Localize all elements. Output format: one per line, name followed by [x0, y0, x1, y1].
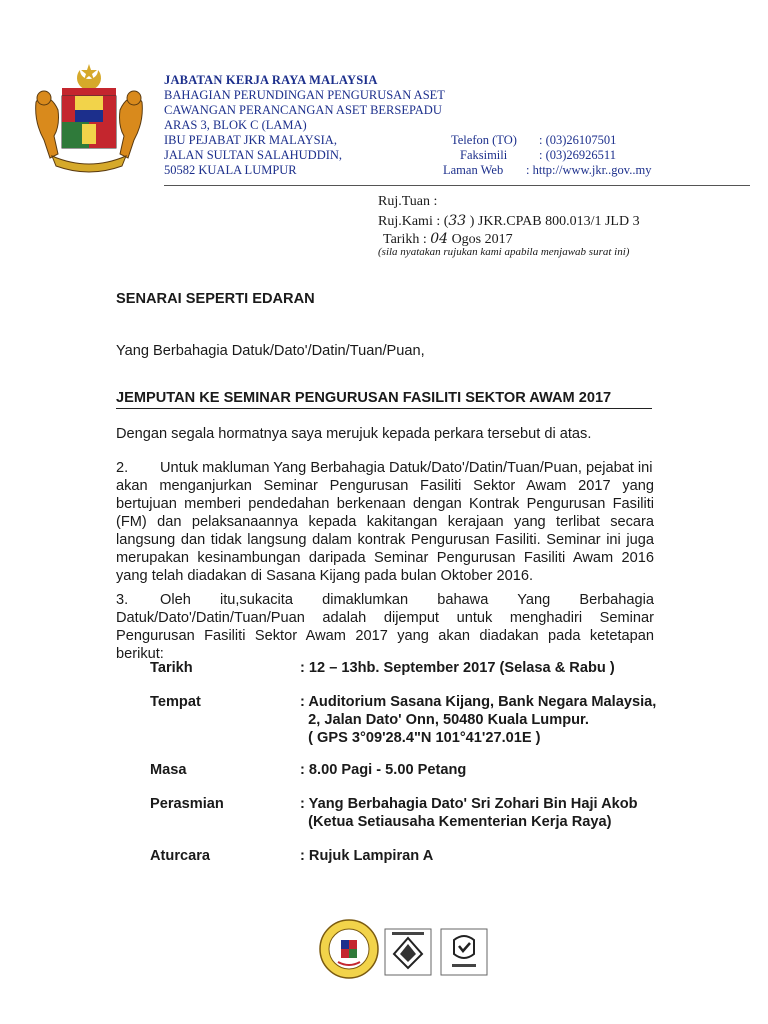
website-value[interactable]: : http://www.jkr..gov..my: [526, 163, 652, 177]
reference-note: (sila nyatakan rujukan kami apabila menjawab surat ini): [378, 246, 630, 258]
phone-value: : (03)26107501: [539, 133, 617, 147]
detail-label: Tempat: [150, 694, 201, 710]
letterhead-divider: [164, 185, 750, 186]
malaysia-coat-of-arms-icon: [30, 62, 148, 174]
detail-value: : Auditorium Sasana Kijang, Bank Negara Malaysia,: [300, 694, 657, 710]
detail-row-perasmian: [150, 795, 690, 833]
fax-value: : (03)26926511: [539, 148, 616, 162]
detail-row-tarikh: [150, 659, 650, 679]
detail-value: ( GPS 3°09'28.4"N 101°41'27.01E ): [300, 730, 541, 746]
paragraph-3-number: 3.: [116, 592, 129, 608]
address-line: JALAN SULTAN SALAHUDDIN,: [164, 148, 343, 162]
recipient-line: SENARAI SEPERTI EDARAN: [116, 291, 315, 307]
branch-name: CAWANGAN PERANCANGAN ASET BERSEPADU: [164, 103, 442, 117]
subject-heading: JEMPUTAN KE SEMINAR PENGURUSAN FASILITI SEKTOR AWAM 2017: [116, 390, 612, 406]
ruj-tuan: Ruj.Tuan :: [378, 194, 438, 209]
tarikh-suffix: Ogos 2017: [448, 232, 513, 247]
paragraph-3-body: Datuk/Dato'/Datin/Tuan/Puan adalah dijemput untuk menghadiri Seminar Pengurusan Fasiliti Sektor Awam 2017 yang akan diadakan pada ketetapan berikut:: [116, 610, 654, 662]
address-line: ARAS 3, BLOK C (LAMA): [164, 118, 307, 132]
detail-value: : Yang Berbahagia Dato' Sri Zohari Bin Haji Akob: [300, 796, 638, 812]
detail-label: Aturcara: [150, 848, 211, 864]
fax-label: Faksimili: [460, 148, 508, 162]
ruj-kami-handwritten: 33: [448, 213, 467, 229]
certification-mark-icon: [384, 928, 432, 976]
paragraph-2-body: akan menganjurkan Seminar Pengurusan Fasiliti Sektor Awam 2017 yang bertujuan memberi pendedahan berkenaan dengan Kontrak Pengurusan Fasiliti (FM) dan pelaksanaannya kepada kakitangan kerajaan yang terlibat secara langsung dan tidak langsung dalam kontrak Pengurusan Fasiliti. Seminar ini juga merupakan kesinambungan daripada Seminar Pengurusan Fasiliti Awam 2016 yang telah diadakan di Sasana Kijang pada bulan Oktober 2016.: [116, 478, 654, 584]
quality-seal-icon: [318, 918, 380, 980]
tarikh-handwritten: 04: [430, 231, 449, 247]
paragraph-2-first-line: Untuk makluman Yang Berbahagia Datuk/Dato'/Datin/Tuan/Puan, pejabat ini: [160, 460, 653, 476]
ruj-kami: [378, 213, 640, 230]
certification-mark-icon: [440, 928, 488, 976]
detail-row-tempat: [150, 693, 690, 749]
detail-label: Tarikh: [150, 660, 193, 676]
detail-value: : 8.00 Pagi - 5.00 Petang: [300, 762, 467, 778]
ruj-kami-prefix: Ruj.Kami : (: [378, 214, 449, 229]
detail-row-masa: [150, 761, 650, 781]
salutation: Yang Berbahagia Datuk/Dato'/Datin/Tuan/Puan,: [116, 343, 425, 359]
website-label: Laman Web: [443, 163, 504, 177]
detail-value: : Rujuk Lampiran A: [300, 848, 434, 864]
paragraph-2-number: 2.: [116, 460, 129, 476]
detail-label: Perasmian: [150, 796, 224, 812]
subject-underline: [116, 408, 652, 409]
detail-value: (Ketua Setiausaha Kementerian Kerja Raya): [300, 814, 612, 830]
department-name: JABATAN KERJA RAYA MALAYSIA: [164, 73, 378, 87]
detail-value: 2, Jalan Dato' Onn, 50480 Kuala Lumpur.: [300, 712, 589, 728]
detail-label: Masa: [150, 762, 187, 778]
address-line: IBU PEJABAT JKR MALAYSIA,: [164, 133, 337, 147]
tarikh-label: Tarikh :: [383, 232, 427, 247]
paragraph-3-first-line: Oleh itu,sukacita dimaklumkan bahawa Yang Berbahagia: [160, 592, 654, 608]
phone-label: Telefon (TO): [451, 133, 517, 147]
ruj-kami-suffix: ) JKR.CPAB 800.013/1 JLD 3: [466, 214, 640, 229]
detail-value: : 12 – 13hb. September 2017 (Selasa & Rabu ): [300, 660, 615, 676]
detail-row-aturcara: [150, 847, 650, 867]
address-line: 50582 KUALA LUMPUR: [164, 163, 297, 177]
division-name: BAHAGIAN PERUNDINGAN PENGURUSAN ASET: [164, 88, 445, 102]
paragraph-1: Dengan segala hormatnya saya merujuk kepada perkara tersebut di atas.: [116, 426, 592, 442]
